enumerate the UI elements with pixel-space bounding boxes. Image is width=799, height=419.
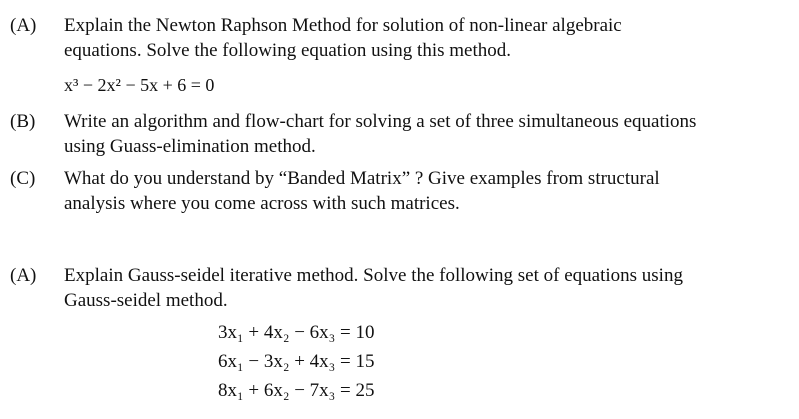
question-line: analysis where you come across with such matrices. [64,193,460,214]
question-line: What do you understand by “Banded Matrix” ? Give examples from structural [64,168,660,189]
question-label: (A) [10,15,37,36]
question-line: Write an algorithm and flow-chart for solving a set of three simultaneous equations [64,111,697,132]
question-line: equations. Solve the following equation using this method. [64,40,511,61]
equation-row: 6x₁ − 3x₂ + 4x₃ = 15 [218,351,375,372]
question-label: (C) [10,168,36,189]
question-label: (A) [10,265,37,286]
equation-row: 8x₁ + 6x₂ − 7x₃ = 25 [218,380,375,401]
equation-system [218,318,375,405]
question-line: Explain Gauss-seidel iterative method. Solve the following set of equations using [64,265,683,286]
question-line: using Guass-elimination method. [64,136,316,157]
question-text [64,166,788,216]
question-text [64,263,788,313]
question-line: Gauss-seidel method. [64,290,228,311]
question-label: (B) [10,111,36,132]
question-text [64,109,788,159]
question-line: Explain the Newton Raphson Method for solution of non-linear algebraic [64,15,622,36]
equation-cubic [64,74,214,96]
equation-row: 3x₁ + 4x₂ − 6x₃ = 10 [218,322,375,343]
question-text [64,13,788,63]
equation-text: x³ − 2x² − 5x + 6 = 0 [64,75,215,95]
